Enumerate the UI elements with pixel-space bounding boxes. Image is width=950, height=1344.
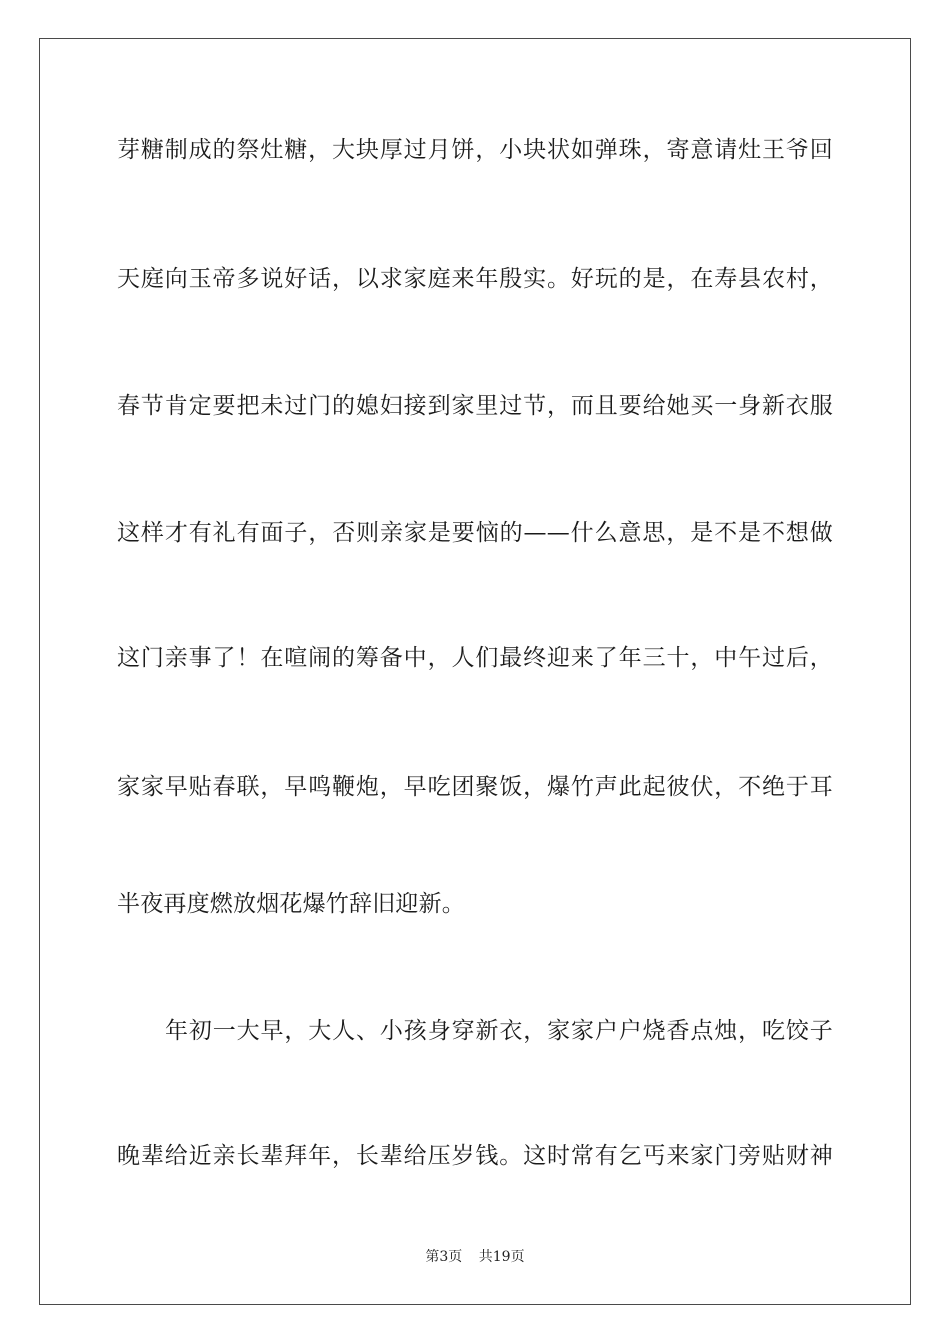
text-line-6: 家家早贴春联，早鸣鞭炮，早吃团聚饭，爆竹声此起彼伏，不绝于耳	[117, 774, 833, 800]
text-line-4: 这样才有礼有面子，否则亲家是要恼的——什么意思，是不是不想做	[117, 520, 833, 546]
text-line-7: 半夜再度燃放烟花爆竹辞旧迎新。	[117, 891, 465, 917]
text-line-9: 晚辈给近亲长辈拜年，长辈给压岁钱。这时常有乞丐来家门旁贴财神	[117, 1143, 833, 1169]
text-line-5: 这门亲事了！在喧闹的筹备中，人们最终迎来了年三十，中午过后，	[117, 645, 833, 671]
page-footer	[0, 1248, 950, 1266]
paragraph-start-line: 年初一大早，大人、小孩身穿新衣，家家户户烧香点烛，吃饺子	[165, 1018, 833, 1044]
page-total: 共19页	[478, 1249, 525, 1265]
page-number: 第3页	[425, 1249, 463, 1265]
text-line-1: 芽糖制成的祭灶糖，大块厚过月饼，小块状如弹珠，寄意请灶王爷回	[117, 137, 833, 163]
text-line-2: 天庭向玉帝多说好话，以求家庭来年殷实。好玩的是，在寿县农村，	[117, 266, 833, 292]
text-line-3: 春节肯定要把未过门的媳妇接到家里过节，而且要给她买一身新衣服	[117, 393, 833, 419]
